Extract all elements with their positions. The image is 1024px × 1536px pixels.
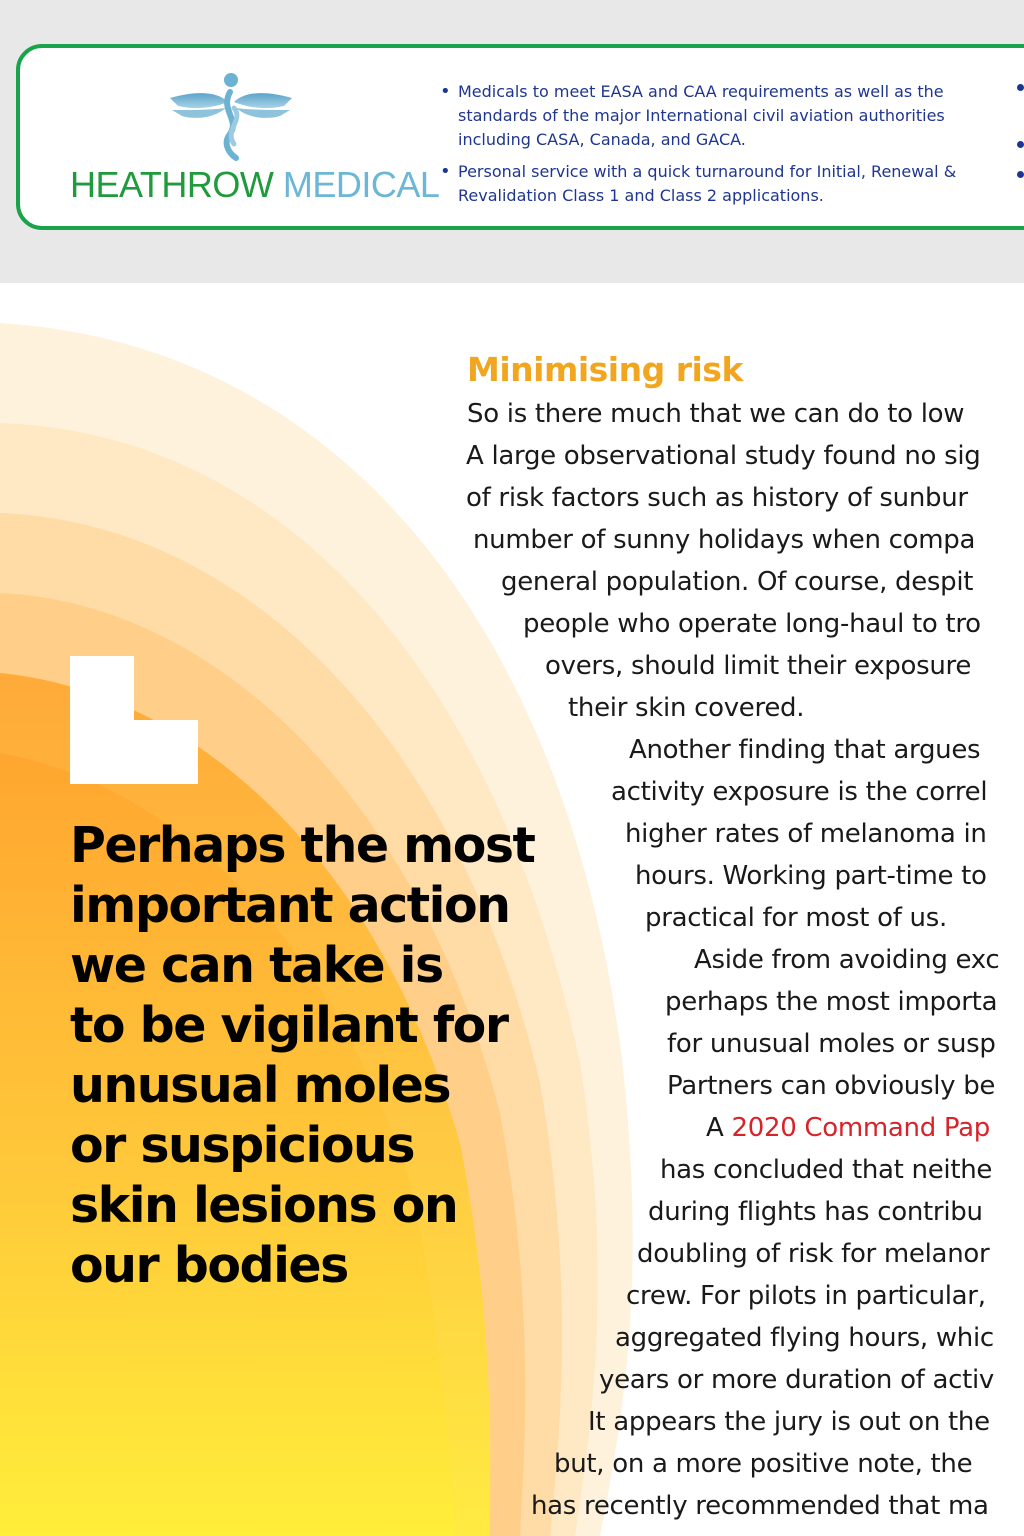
article-line: for unusual moles or susp <box>667 1029 996 1059</box>
article-line: Partners can obviously be <box>667 1071 996 1101</box>
advert-banner <box>0 0 1024 283</box>
pull-quote-line: unusual moles <box>70 1057 451 1114</box>
advert-bullet-list <box>440 80 1000 216</box>
article-line: during flights has contribu <box>648 1197 983 1227</box>
pull-quote-line: Perhaps the most <box>70 817 535 874</box>
pull-quote-line: skin lesions on <box>70 1177 458 1234</box>
article-line: hours. Working part-time to <box>635 861 987 891</box>
article-line: It appears the jury is out on the <box>588 1407 990 1437</box>
article-line: So is there much that we can do to low <box>467 399 965 429</box>
article-line: has concluded that neithe <box>660 1155 993 1185</box>
pull-quote-line: to be vigilant for <box>70 997 508 1054</box>
logo-word-medical: MEDICAL <box>282 164 440 205</box>
brand-logo-text <box>70 164 439 206</box>
article-line: general population. Of course, despit <box>501 567 974 597</box>
pull-quote-line: we can take is <box>70 937 443 994</box>
article-line-start: A <box>706 1113 724 1143</box>
article-line: higher rates of melanoma in <box>625 819 987 849</box>
quote-mark-icon <box>70 656 198 784</box>
article-line: their skin covered. <box>568 693 805 723</box>
command-paper-link[interactable]: 2020 Command Pap <box>731 1113 990 1143</box>
article-line: overs, should limit their exposure <box>545 651 972 681</box>
bullet-dot-icon <box>1017 141 1024 148</box>
article-line: practical for most of us. <box>645 903 947 933</box>
pull-quote <box>70 816 540 1296</box>
section-heading: Minimising risk <box>467 350 743 389</box>
article-line: Another finding that argues <box>629 735 981 765</box>
advert-bullet: • Medicals to meet EASA and CAA requirements as well as the standards of the major International civil aviation authorities including CASA, Canada, and GACA. <box>440 80 1000 152</box>
logo-word-heathrow: HEATHROW <box>70 164 274 205</box>
article-line: activity exposure is the correl <box>611 777 988 807</box>
caduceus-logo-icon <box>168 68 298 164</box>
article-line: aggregated flying hours, whic <box>615 1323 994 1353</box>
pull-quote-line: our bodies <box>70 1237 348 1294</box>
article-line: Aside from avoiding exc <box>694 945 1000 975</box>
article-line: years or more duration of activ <box>599 1365 995 1395</box>
pull-quote-line: important action <box>70 877 510 934</box>
article-line: has recently recommended that ma <box>531 1491 989 1521</box>
article-line <box>706 1112 990 1144</box>
pull-quote-line: or suspicious <box>70 1117 415 1174</box>
article-line: but, on a more positive note, the <box>554 1449 973 1479</box>
article-line: A large observational study found no sig <box>466 441 981 471</box>
article-line: perhaps the most importa <box>665 987 998 1017</box>
bullet-dot-icon <box>1017 84 1024 91</box>
bullet-dot-icon <box>1017 171 1024 178</box>
article-line: people who operate long-haul to tro <box>523 609 981 639</box>
article-line: crew. For pilots in particular, <box>626 1281 986 1311</box>
article-line: of risk factors such as history of sunbur <box>466 483 968 513</box>
article-line: doubling of risk for melanor <box>637 1239 990 1269</box>
article-line: number of sunny holidays when compa <box>473 525 976 555</box>
advert-bullet: • Personal service with a quick turnaround for Initial, Renewal & Revalidation Class 1 and Class 2 applications. <box>440 160 1000 208</box>
